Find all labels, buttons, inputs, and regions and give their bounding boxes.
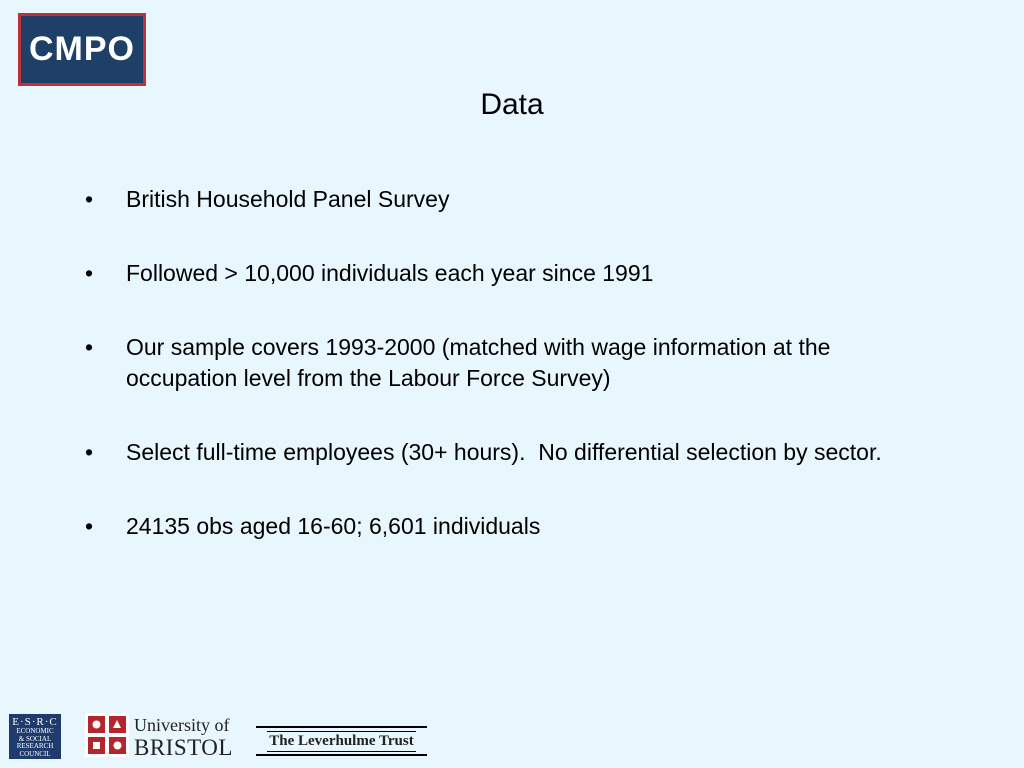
list-item xyxy=(85,437,925,468)
cmpo-logo xyxy=(18,13,146,86)
university-of-bristol-logo xyxy=(84,712,234,760)
esrc-logo xyxy=(9,714,61,759)
list-item xyxy=(85,258,925,289)
list-item xyxy=(85,184,925,215)
list-item xyxy=(85,511,925,542)
bullet-list xyxy=(85,184,925,585)
esrc-line: & SOCIAL xyxy=(18,734,52,743)
bullet-marker: • xyxy=(85,186,94,212)
bristol-line1: University of xyxy=(134,715,230,735)
bullet-text: Followed > 10,000 individuals each year since 1991 xyxy=(126,260,654,286)
leverhulme-text: The Leverhulme Trust xyxy=(267,731,415,752)
bristol-line2: BRISTOL xyxy=(134,735,233,760)
esrc-line: COUNCIL xyxy=(19,749,51,758)
esrc-line: RESEARCH xyxy=(16,742,54,750)
leverhulme-trust-logo xyxy=(256,726,427,756)
bullet-marker: • xyxy=(85,439,94,465)
bullet-marker: • xyxy=(85,513,94,539)
bullet-marker: • xyxy=(85,334,94,360)
esrc-line: ECONOMIC xyxy=(16,727,54,735)
cmpo-logo-text: CMPO xyxy=(21,16,143,83)
list-item xyxy=(85,332,925,394)
bullet-text: British Household Panel Survey xyxy=(126,186,450,212)
bullet-text: Our sample covers 1993-2000 (matched with wage information at the occupation level from the Labour Force Survey) xyxy=(126,334,837,391)
bullet-marker: • xyxy=(85,260,94,286)
bullet-text: Select full-time employees (30+ hours). No differential selection by sector. xyxy=(126,439,882,465)
slide-title: Data xyxy=(480,88,544,121)
esrc-abbr: E·S·R·C xyxy=(12,716,58,728)
bristol-crest-icon xyxy=(84,712,130,758)
bullet-text: 24135 obs aged 16-60; 6,601 individuals xyxy=(126,513,541,539)
